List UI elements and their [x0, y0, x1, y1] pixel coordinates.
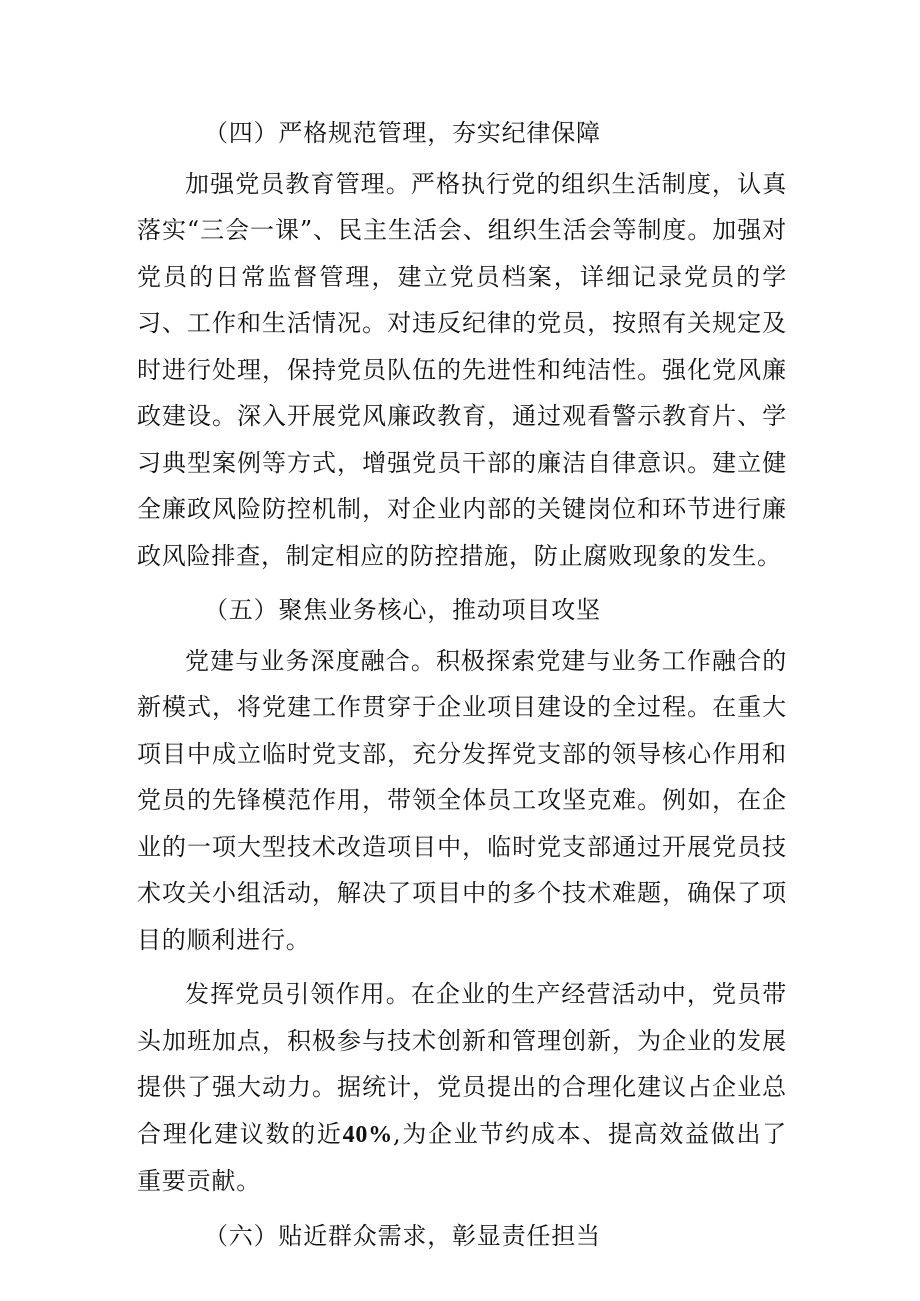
section-5-paragraph-2: [137, 971, 787, 1205]
section-5-paragraph-1: 党建与业务深度融合。积极探索党建与业务工作融合的新模式，将党建工作贯穿于企业项目建设的全过程。在重大项目中成立临时党支部，充分发挥党支部的领导核心作用和党员的先锋模范作用，带领全体员工攻坚克难。例如，在企业的一项大型技术改造项目中，临时党支部通过开展党员技术攻关小组活动，解决了项目中的多个技术难题，确保了项目的顺利进行。: [137, 646, 787, 954]
document-content: [137, 110, 787, 1263]
paragraph-text-before: 发挥党员引领作用。在企业的生产经营活动中，党员带头加班加点，积极参与技术创新和管理创新，为企业的发展提供了强大动力。据统计，党员提出的合理化建议占企业总合理化建议数的近: [137, 980, 787, 1148]
paragraph-text-after: ,为企业节约成本、提高效益做出了重要贡献。: [137, 1119, 787, 1195]
percentage-value: 40%: [342, 1121, 394, 1148]
section-heading-5: （五）聚焦业务核心，推动项目攻坚: [204, 596, 601, 624]
section-heading-6: （六）贴近群众需求，彰显责任担当: [204, 1221, 601, 1250]
section-4-paragraph-1: 加强党员教育管理。严格执行党的组织生活制度，认真落实“三会一课”、民主生活会、组织生活会等制度。加强对党员的日常监督管理，建立党员档案，详细记录党员的学习、工作和生活情况。对违反纪律的党员，按照有关规定及时进行处理，保持党员队伍的先进性和纯洁性。强化党风廉政建设。深入开展党风廉政教育，通过观看警示教育片、学习典型案例等方式，增强党员干部的廉洁自律意识。建立健全廉政风险防控机制，对企业内部的关键岗位和环节进行廉政风险排查，制定相应的防控措施，防止腐败现象的发生。: [137, 169, 787, 570]
section-heading-4: （四）严格规范管理，夯实纪律保障: [204, 119, 601, 147]
